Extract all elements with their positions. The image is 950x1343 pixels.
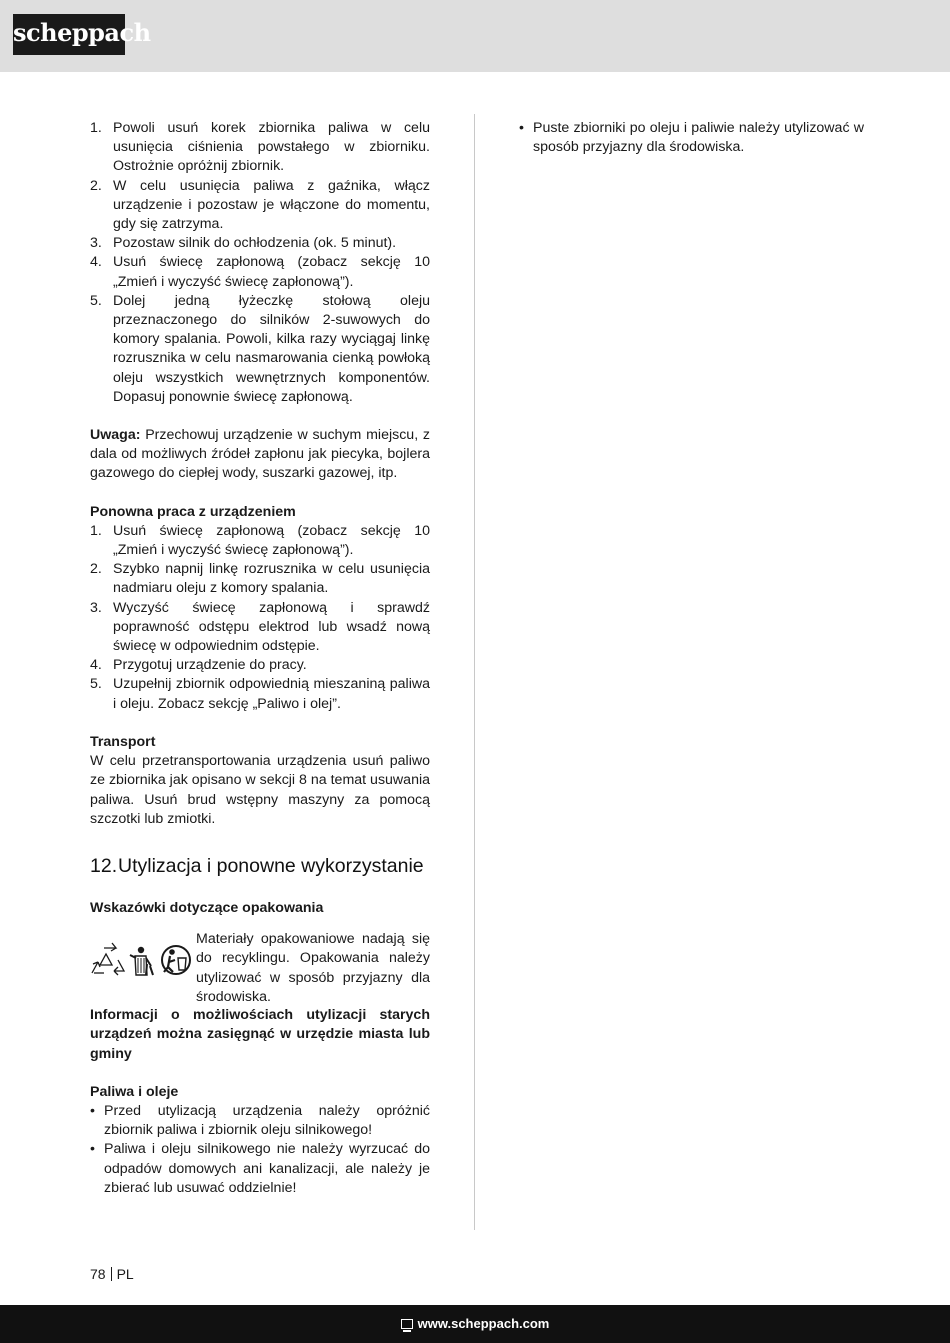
- monitor-icon: [401, 1319, 413, 1329]
- fuels-heading: Paliwa i oleje: [90, 1083, 179, 1100]
- brand-logo: scheppach: [13, 14, 125, 55]
- list-item: [90, 560, 430, 598]
- language-code: PL: [116, 1266, 134, 1282]
- fuels-bullet-list: [90, 1102, 430, 1198]
- item-text: Pozostaw silnik do ochłodzenia (ok. 5 minut).: [113, 235, 397, 252]
- left-column: [90, 119, 430, 1198]
- transport-text: W celu przetransportowania urządzenia usuń paliwo ze zbiornika jak opisano w sekcji 8 na temat usuwania paliwa. Usuń brud wstępny maszyny za pomocą szczotki lub zmiotki.: [90, 753, 430, 827]
- packaging-block: [90, 930, 430, 1010]
- item-text: Usuń świecę zapłonową (zobacz sekcję 10 „Zmień i wyczyść świecę zapłonową”).: [113, 254, 430, 290]
- list-item: [90, 292, 430, 407]
- item-number: 5.: [90, 676, 102, 693]
- item-text: Szybko napnij linkę rozrusznika w celu usunięcia nadmiaru oleju z komory spalania.: [113, 561, 430, 597]
- right-column: [519, 119, 864, 157]
- no-litter-bin-icon: [130, 947, 153, 975]
- item-number: 2.: [90, 561, 102, 578]
- footer-bar: [0, 1305, 950, 1343]
- recycling-icon: [92, 943, 124, 975]
- list-item: [90, 119, 430, 177]
- list-item: • Paliwa i oleju silnikowego nie należy wyrzucać do odpadów domowych ani kanalizacji, ale należy je zbierać lub usuwać oddzielnie!: [90, 1141, 430, 1196]
- section-number: 12.: [90, 854, 118, 877]
- page-number: [90, 1265, 134, 1284]
- website-link[interactable]: www.scheppach.com: [417, 1316, 550, 1331]
- note-text: Przechowuj urządzenie w suchym miejscu, z dala od możliwych źródeł zapłonu jak piecyka, bojlera gazowego do ciepłej wody, suszarki gazowej, itp.: [90, 427, 430, 482]
- packaging-symbols: [90, 940, 194, 980]
- note-label: Uwaga:: [90, 427, 141, 444]
- list-item: • Puste zbiorniki po oleju i paliwie należy utylizować w sposób przyjazny dla środowiska.: [519, 120, 864, 156]
- footer-website[interactable]: [0, 1305, 950, 1343]
- column-divider: [474, 114, 475, 1230]
- item-text: Uzupełnij zbiornik odpowiednią mieszaniną paliwa i oleju. Zobacz sekcję „Paliwo i olej”.: [113, 676, 430, 712]
- item-text: Przed utylizacją urządzenia należy opróżnić zbiornik paliwa i zbiornik oleju silnikowego!: [104, 1102, 430, 1139]
- item-text: Przygotuj urządzenie do pracy.: [113, 657, 307, 674]
- dispose-properly-icon: [162, 946, 190, 974]
- list-item: [90, 675, 430, 713]
- item-text: Paliwa i oleju silnikowego nie należy wyrzucać do odpadów domowych ani kanalizacji, ale należy je zbierać lub usuwać oddzielnie!: [104, 1141, 430, 1196]
- section-title-text: Utylizacja i ponowne wykorzystanie: [118, 854, 424, 877]
- page-separator: [111, 1267, 112, 1281]
- item-text: Usuń świecę zapłonową (zobacz sekcję 10 „Zmień i wyczyść świecę zapłonową”).: [113, 522, 430, 559]
- item-number: 3.: [90, 235, 102, 252]
- item-text: Dolej jedną łyżeczkę stołową oleju przeznaczonego do silników 2-suwowych do komory spalania. Powoli, kilka razy wyciągaj linkę rozrusznika w celu nasmarowania cienką powłoką oleju wszystkich wewnętrznych komponentów. Dopasuj ponownie świecę zapłonową.: [113, 292, 430, 405]
- list-item: • Przed utylizacją urządzenia należy opróżnić zbiornik paliwa i zbiornik oleju silnikowego!: [90, 1102, 430, 1139]
- page-number-value: 78: [90, 1266, 106, 1282]
- restart-heading: Ponowna praca z urządzeniem: [90, 503, 296, 520]
- item-number: 2.: [90, 177, 102, 194]
- item-number: 4.: [90, 254, 102, 271]
- header-band: [0, 0, 950, 72]
- item-number: 1.: [90, 522, 102, 539]
- item-text: W celu usunięcia paliwa z gaźnika, włącz urządzenie i pozostaw je włączone do momentu, gdy się zatrzyma.: [113, 177, 430, 233]
- list-item: [90, 253, 430, 291]
- list-item: [90, 599, 430, 657]
- packaging-heading: Wskazówki dotyczące opakowania: [90, 899, 324, 916]
- item-number: 3.: [90, 599, 102, 616]
- containers-bullet-list: [519, 119, 864, 157]
- packaging-text: Materiały opakowaniowe nadają się do recyklingu. Opakowania należy utylizować w sposób przyjazny dla środowiska.: [196, 931, 430, 1005]
- disposal-info: Informacji o możliwościach utylizacji starych urządzeń można zasięgnąć w urzędzie miasta lub gminy: [90, 1007, 430, 1062]
- item-text: Puste zbiorniki po oleju i paliwie należy utylizować w sposób przyjazny dla środowiska.: [533, 120, 864, 156]
- restart-steps-list: [90, 522, 430, 714]
- section-title: [90, 854, 430, 877]
- storage-steps-list: [90, 119, 430, 407]
- transport-heading: Transport: [90, 733, 156, 750]
- list-item: [90, 234, 430, 253]
- list-item: [90, 177, 430, 235]
- list-item: [90, 522, 430, 560]
- item-number: 5.: [90, 292, 102, 309]
- item-number: 1.: [90, 120, 102, 136]
- storage-note: [90, 426, 430, 484]
- list-item: [90, 656, 430, 675]
- item-text: Powoli usuń korek zbiornika paliwa w celu usunięcia ciśnienia powstałego w zbiorniku. Ostrożnie opróżnij zbiornik.: [113, 120, 430, 175]
- item-text: Wyczyść świecę zapłonową i sprawdź poprawność odstępu elektrod lub wsadź nową świecę w odpowiednim odstępie.: [113, 599, 430, 655]
- item-number: 4.: [90, 657, 102, 674]
